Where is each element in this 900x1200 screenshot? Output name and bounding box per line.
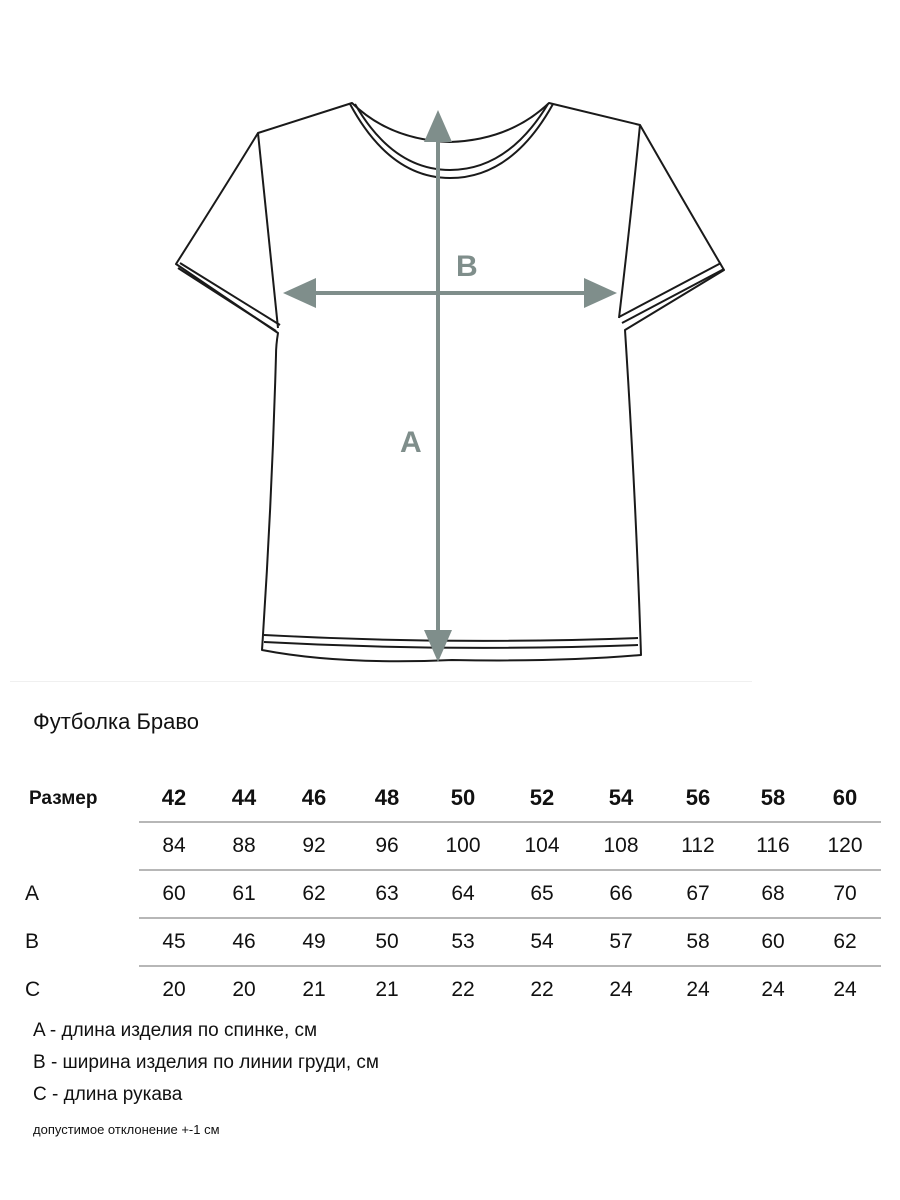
table-cell: 54 [501,918,583,966]
table-cell: 20 [232,978,256,1001]
table-cell: 112 [659,822,737,870]
size-cell: 54 [583,775,659,822]
table-cell: 120 [809,822,881,870]
table-cell: 20 [162,978,186,1001]
size-cell: 44 [209,775,279,822]
width-arrow-right [584,278,617,308]
length-arrow-bottom [424,630,452,662]
table-cell: 88 [209,822,279,870]
table-cell: 24 [833,978,857,1001]
table-cell: 24 [761,978,785,1001]
row-label: C [25,977,41,1001]
size-header-row [25,775,881,822]
tolerance-note: допустимое отклонение +-1 см [33,1122,220,1137]
table-row [25,870,881,918]
size-cell: 56 [659,775,737,822]
table-row [25,918,881,966]
size-cell: 48 [349,775,425,822]
row-label [25,822,139,870]
table-cell: 62 [279,870,349,918]
table-cell: 45 [139,918,209,966]
table-cell: 64 [425,870,501,918]
size-cell: 46 [279,775,349,822]
table-cell: 68 [737,870,809,918]
width-arrow-left [283,278,316,308]
size-cell: 60 [809,775,881,822]
table-cell: 92 [279,822,349,870]
divider [10,681,752,682]
size-cell: 50 [425,775,501,822]
row-label: B [25,930,40,953]
table-cell: 100 [425,822,501,870]
table-cell: 96 [349,822,425,870]
label-b: B [456,250,478,283]
table-cell: 22 [530,978,554,1001]
table-cell: 50 [349,918,425,966]
table-cell: 53 [425,918,501,966]
table-cell: 24 [686,978,710,1001]
table-cell: 21 [375,978,399,1001]
table-cell: 58 [659,918,737,966]
size-cell: 42 [139,775,209,822]
size-table [25,775,881,1013]
table-cell: 24 [609,978,633,1001]
row-label: A [25,882,40,905]
table-cell: 84 [139,822,209,870]
table-cell: 62 [809,918,881,966]
length-arrow-top [424,110,452,142]
table-cell: 57 [583,918,659,966]
table-cell: 21 [302,978,326,1001]
size-cell: 58 [737,775,809,822]
tshirt-outline [176,103,724,661]
table-cell: 22 [451,978,475,1001]
legend-item-c: C - длина рукава [33,1084,183,1105]
table-cell: 108 [583,822,659,870]
table-cell: 104 [501,822,583,870]
label-a: A [400,426,422,459]
table-cell: 66 [583,870,659,918]
table-cell: 60 [737,918,809,966]
product-title: Футболка Браво [33,709,200,734]
table-cell: 67 [659,870,737,918]
table-cell: 116 [737,822,809,870]
table-cell: 65 [501,870,583,918]
table-cell: 49 [279,918,349,966]
table-row [25,966,881,1013]
legend-item-a: A - длина изделия по спинке, см [33,1020,318,1041]
table-cell: 70 [809,870,881,918]
table-cell: 60 [139,870,209,918]
table-cell: 63 [349,870,425,918]
table-cell: 46 [209,918,279,966]
size-cell: 52 [501,775,583,822]
legend-item-b: B - ширина изделия по линии груди, см [33,1052,379,1073]
table-row [25,822,881,870]
legend [33,1015,379,1111]
size-header-label: Размер [29,787,98,809]
dimension-arrows [283,110,617,662]
table-cell: 61 [209,870,279,918]
